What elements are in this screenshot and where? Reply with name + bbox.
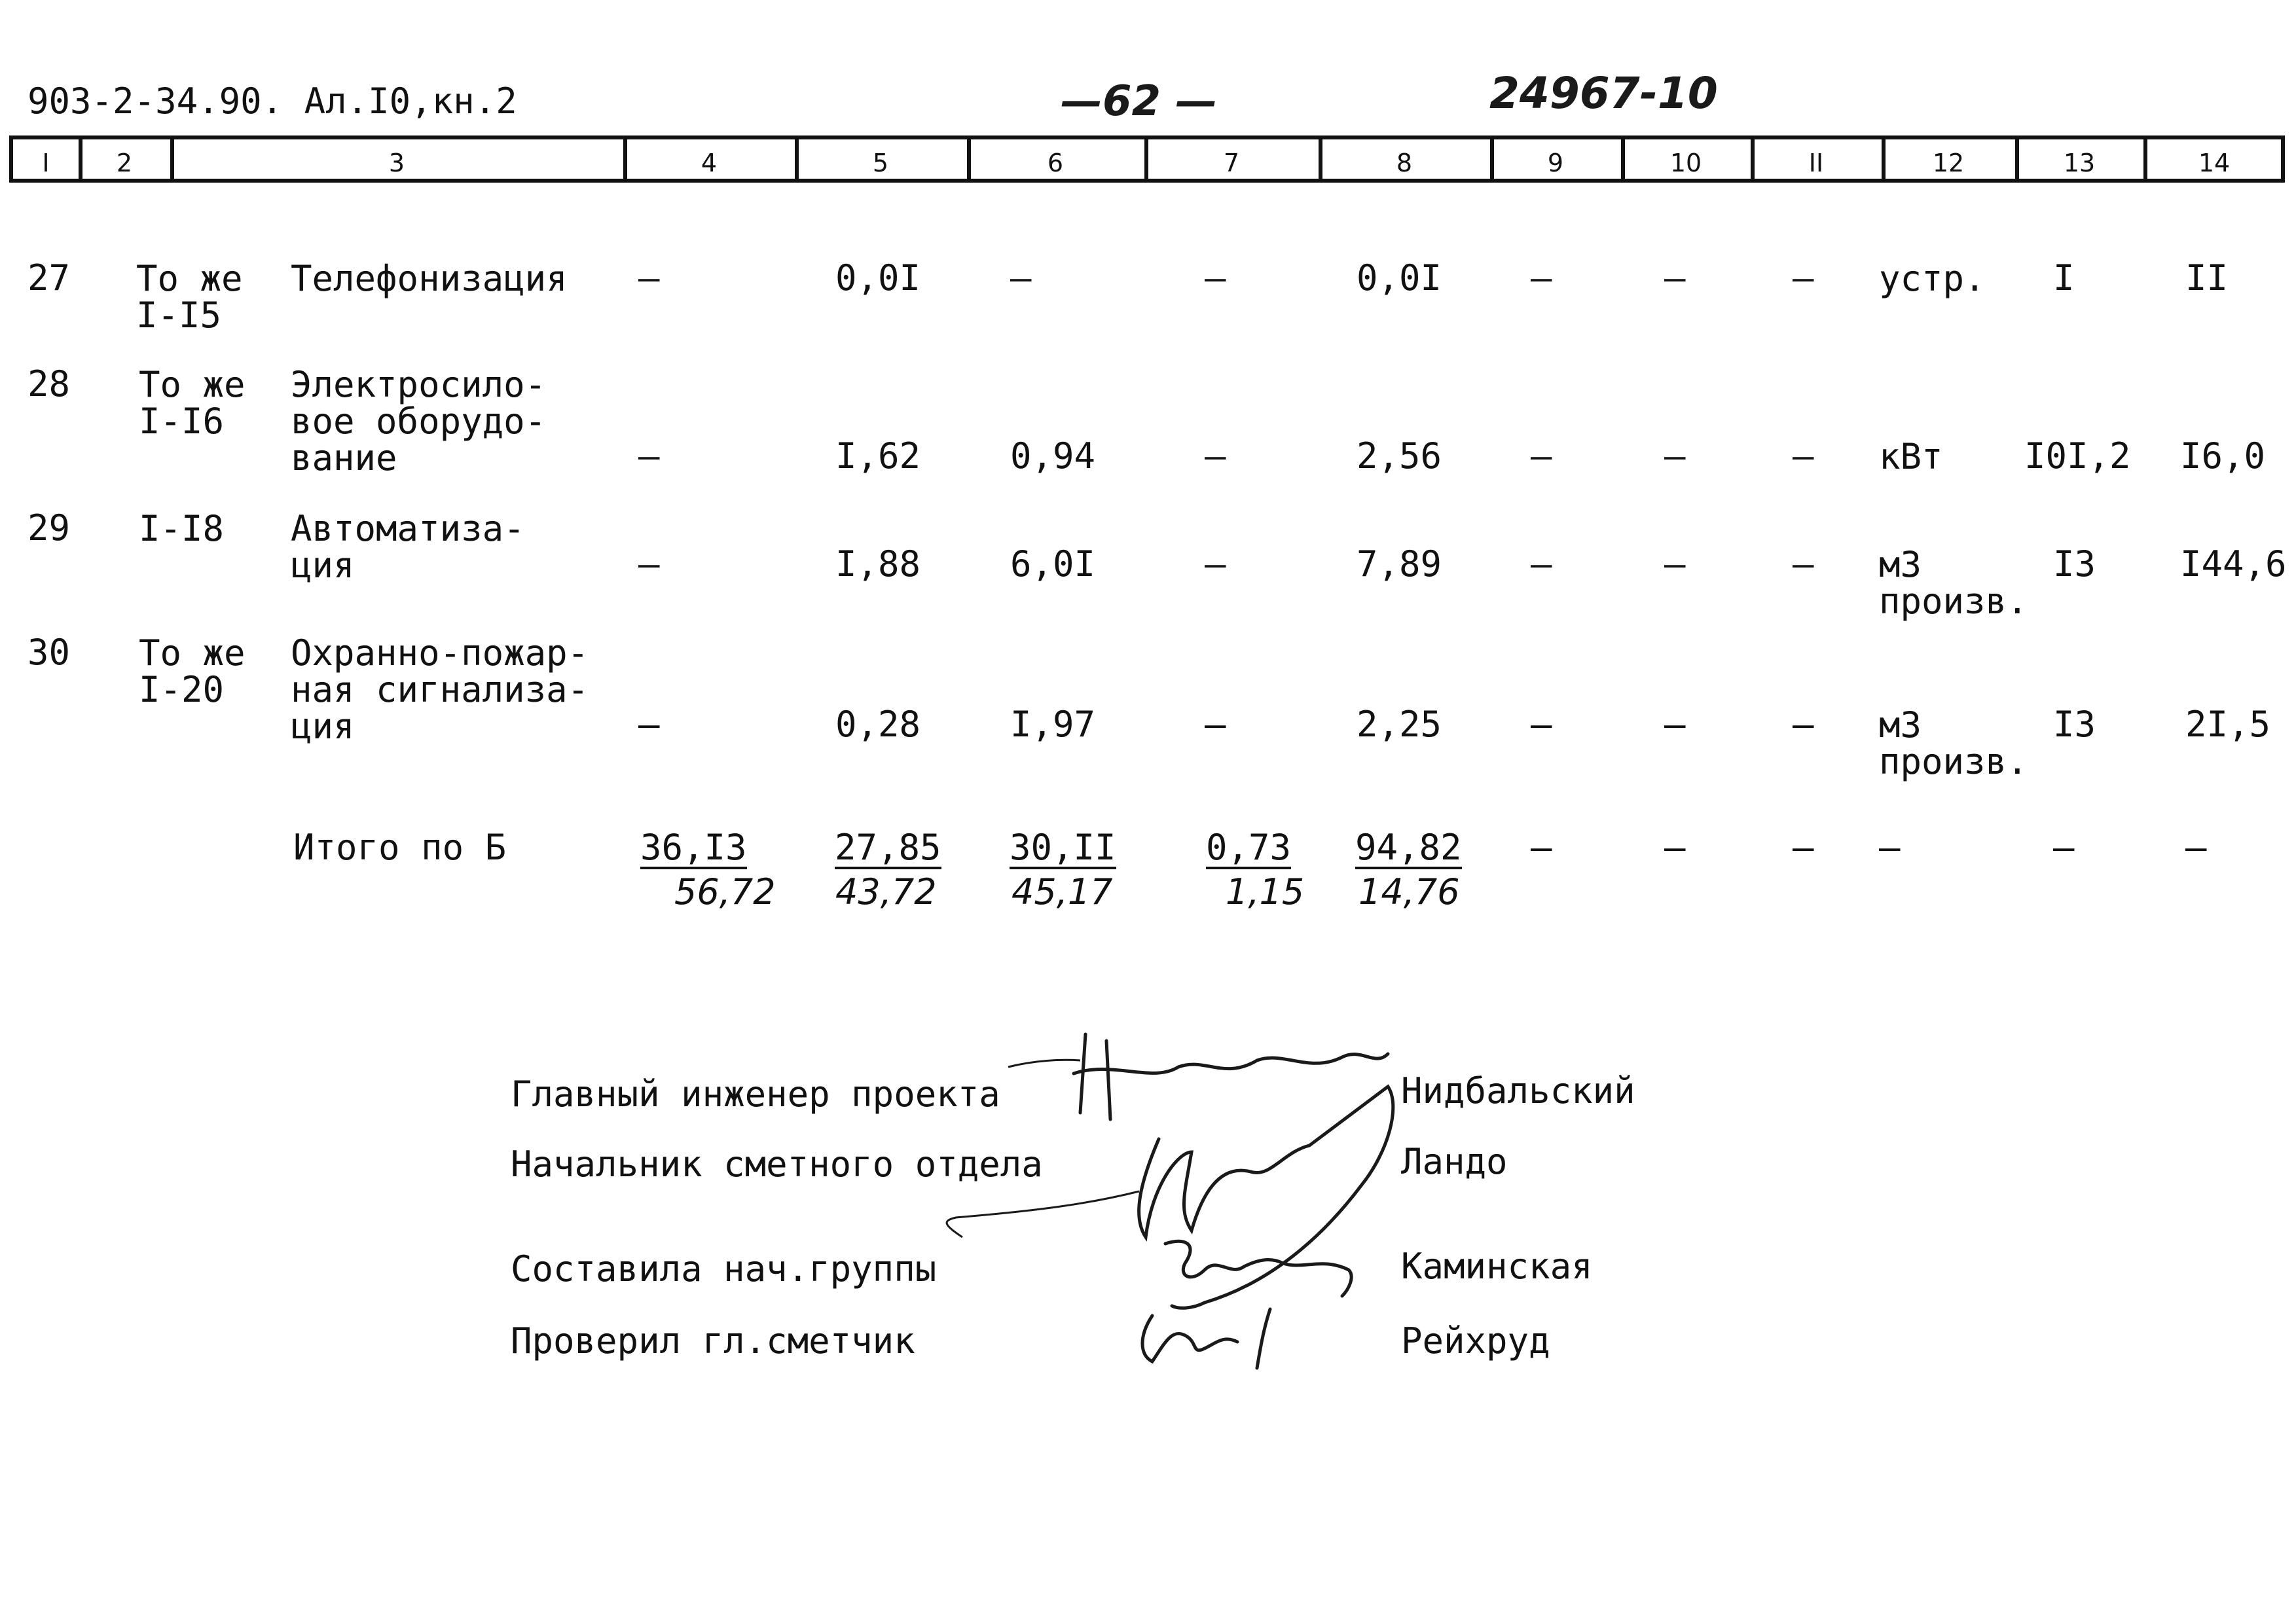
row-reference: То же I-20 [139, 632, 246, 710]
cell-col14: I6,0 [2180, 435, 2266, 477]
row-name: Охранно-пожар- ная сигнализа- ция [291, 632, 589, 747]
cell-col9: – [1531, 543, 1552, 585]
cell-col5: I,62 [835, 435, 921, 477]
total-col12: – [1879, 827, 1901, 868]
cell-col5: I,88 [835, 543, 921, 585]
column-number: 12 [1932, 149, 1965, 177]
signatory-name: Нидбальский [1401, 1070, 1635, 1111]
column-number: 13 [2063, 149, 2096, 177]
total-col6-bottom: 45,17 [1011, 871, 1113, 912]
row-number: 27 [27, 257, 71, 298]
signatory-role: Главный инженер проекта [511, 1074, 1000, 1115]
cell-col4: – [638, 543, 660, 585]
cell-col14: I44,6 [2180, 543, 2287, 585]
cell-col9: – [1531, 257, 1552, 298]
signature-group-lead [1021, 1231, 1362, 1309]
row-reference: То же I-I5 [136, 258, 243, 336]
cell-qty: I0I,2 [2024, 435, 2131, 477]
cell-col7: – [1205, 435, 1226, 477]
row-number: 29 [27, 507, 71, 549]
cell-col7: – [1205, 257, 1226, 298]
signatory-role: Составила нач.группы [511, 1248, 937, 1290]
row-name: Автоматиза- ция [291, 508, 525, 586]
column-number: 14 [2198, 149, 2231, 177]
cell-unit: м3 произв. [1879, 704, 2028, 782]
cell-col7: – [1205, 704, 1226, 745]
cell-col14: 2I,5 [2185, 704, 2271, 745]
cell-col10: – [1664, 543, 1686, 585]
document-code: 903-2-34.90. Ал.I0,кн.2 [27, 81, 517, 122]
inventory-number: 24967-10 [1489, 68, 1718, 118]
column-number: I [42, 149, 50, 177]
cell-col11: – [1793, 257, 1814, 298]
column-number: 8 [1396, 149, 1413, 177]
cell-col9: – [1531, 704, 1552, 745]
cell-col8: 0,0I [1357, 257, 1442, 298]
cell-col9: – [1531, 435, 1552, 477]
column-header-row [9, 135, 2285, 183]
column-number: 6 [1047, 149, 1064, 177]
column-number: 9 [1547, 149, 1564, 177]
cell-col8: 2,25 [1357, 704, 1442, 745]
total-col4-bottom: 56,72 [674, 871, 776, 912]
cell-col8: 7,89 [1357, 543, 1442, 585]
signature-chief-estimator [1126, 1303, 1336, 1375]
cell-unit: м3 произв. [1879, 544, 2028, 622]
cell-col10: – [1664, 704, 1686, 745]
cell-col6: I,97 [1010, 704, 1096, 745]
cell-col10: – [1664, 435, 1686, 477]
column-number: II [1808, 149, 1824, 177]
total-col11: – [1793, 827, 1814, 868]
total-label: Итого по Б [293, 827, 507, 868]
cell-qty: I [2053, 257, 2075, 298]
cell-qty: I3 [2053, 543, 2096, 585]
cell-col14: II [2185, 257, 2229, 298]
total-col5-bottom: 43,72 [835, 871, 937, 912]
signatory-name: Каминская [1401, 1246, 1593, 1287]
total-col14: – [2185, 827, 2207, 868]
column-number: 3 [388, 149, 405, 177]
total-col5-top: 27,85 [835, 827, 941, 868]
row-reference: I-I8 [139, 508, 225, 549]
column-number: 2 [116, 149, 133, 177]
column-number: 10 [1669, 149, 1702, 177]
signatory-name: Рейхруд [1401, 1320, 1550, 1362]
cell-unit: кВт [1879, 436, 1943, 477]
cell-col11: – [1793, 435, 1814, 477]
cell-col4: – [638, 435, 660, 477]
total-col4-top: 36,I3 [640, 827, 747, 868]
signatory-role: Начальник сметного отдела [511, 1144, 1043, 1185]
column-number: 4 [701, 149, 718, 177]
row-name: Электросило- вое оборудо- вание [291, 364, 547, 478]
total-col7-top: 0,73 [1206, 827, 1292, 868]
cell-col6: 0,94 [1010, 435, 1096, 477]
signatory-role: Проверил гл.сметчик [511, 1320, 915, 1362]
row-name: Телефонизация [291, 258, 568, 299]
total-col6-top: 30,II [1010, 827, 1116, 868]
row-number: 30 [27, 632, 71, 673]
cell-col6: 6,0I [1010, 543, 1096, 585]
cell-col5: 0,0I [835, 257, 921, 298]
cell-col11: – [1793, 543, 1814, 585]
cell-col5: 0,28 [835, 704, 921, 745]
row-reference: То же I-I6 [139, 364, 246, 442]
total-col10: – [1664, 827, 1686, 868]
total-col7-bottom: 1,15 [1226, 871, 1305, 912]
cell-col4: – [638, 704, 660, 745]
cell-col6: – [1010, 257, 1032, 298]
cell-unit: устр. [1879, 258, 1986, 299]
page-number: —62 — [1061, 77, 1218, 126]
column-number: 7 [1223, 149, 1240, 177]
column-number: 5 [872, 149, 889, 177]
cell-col8: 2,56 [1357, 435, 1442, 477]
total-col8-bottom: 14,76 [1358, 871, 1460, 912]
total-col13: – [2053, 827, 2075, 868]
cell-qty: I3 [2053, 704, 2096, 745]
cell-col10: – [1664, 257, 1686, 298]
signatory-name: Ландо [1401, 1141, 1508, 1182]
total-col8-top: 94,82 [1355, 827, 1462, 868]
row-number: 28 [27, 363, 71, 405]
total-col9: – [1531, 827, 1552, 868]
cell-col11: – [1793, 704, 1814, 745]
cell-col7: – [1205, 543, 1226, 585]
cell-col4: – [638, 257, 660, 298]
